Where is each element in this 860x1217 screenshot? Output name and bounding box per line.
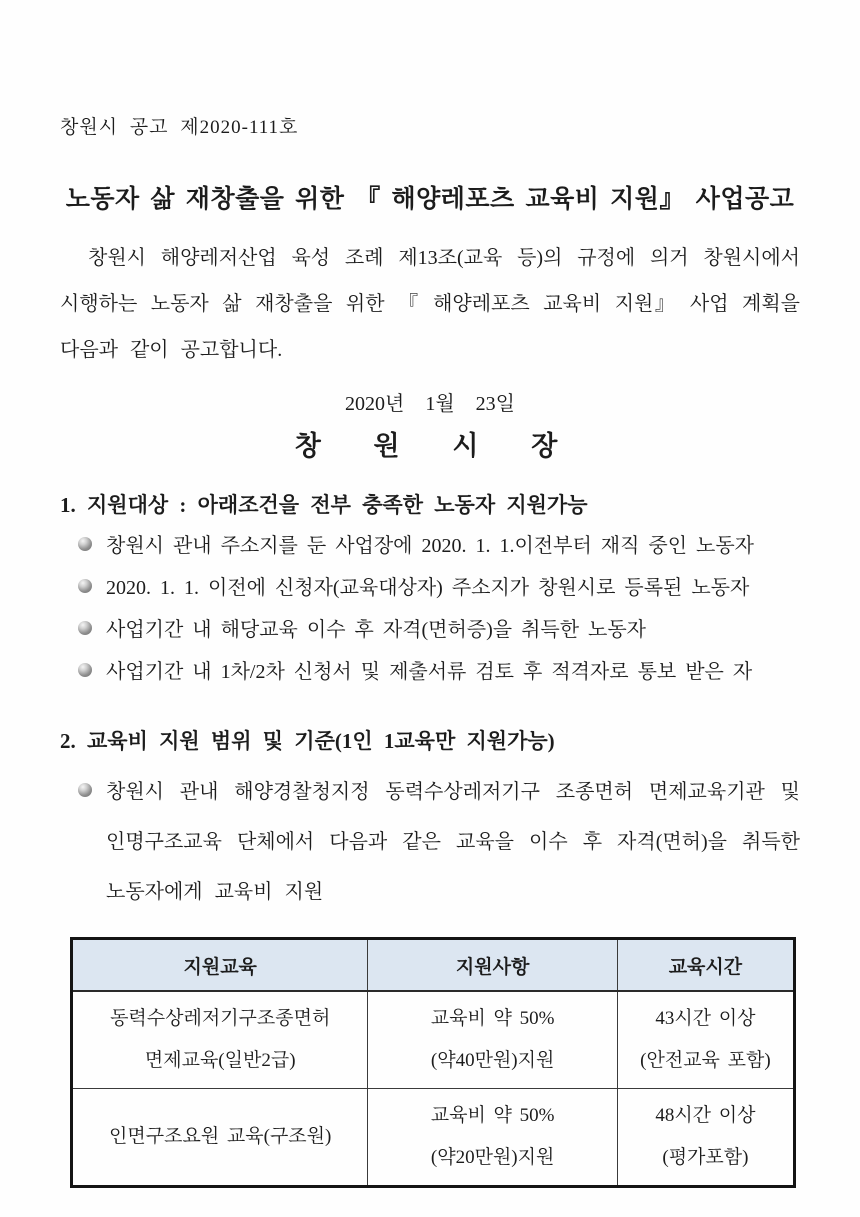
mayor-signature: 창 원 시 장 <box>294 431 566 461</box>
cell-line: 43시간 이상 <box>655 1008 756 1029</box>
cell-support <box>368 1089 617 1187</box>
cell-line: 48시간 이상 <box>655 1105 756 1126</box>
table-row <box>72 1089 795 1187</box>
sphere-bullet-icon <box>78 621 92 635</box>
table-header-row <box>72 939 795 992</box>
list-item-text: 사업기간 내 해당교육 이수 후 자격(면허증)을 취득한 노동자 <box>106 619 646 641</box>
cell-support <box>368 991 617 1089</box>
list-item-text: 2020. 1. 1. 이전에 신청자(교육대상자) 주소지가 창원시로 등록된 노동자 <box>106 577 750 599</box>
cell-line: 교육비 약 50% <box>430 1008 555 1029</box>
sphere-bullet-icon <box>78 663 92 677</box>
cell-line: 면제교육(일반2급) <box>144 1050 296 1071</box>
column-header-hours: 교육시간 <box>617 939 794 992</box>
section-heading: 2. 교육비 지원 범위 및 기준(1인 1교육만 지원가능) <box>60 729 555 753</box>
cell-line: (약20만원)지원 <box>430 1147 555 1168</box>
table-row <box>72 991 795 1089</box>
doc-number: 창원시 공고 제2020-111호 <box>60 117 299 138</box>
cell-line: 동력수상레저기구조종면허 <box>110 1008 331 1029</box>
list-item-text: 사업기간 내 1차/2차 신청서 및 제출서류 검토 후 적격자로 통보 받은 자 <box>106 661 753 683</box>
list-item <box>78 613 800 647</box>
cell-hours <box>617 991 794 1089</box>
list-item <box>78 767 800 917</box>
sphere-bullet-icon <box>78 537 92 551</box>
scope-bullet-list <box>60 767 800 917</box>
cell-line: (약40만원)지원 <box>430 1050 555 1071</box>
cell-education <box>72 1089 368 1187</box>
list-item-text: 창원시 관내 해양경찰청지정 동력수상레저기구 조종면허 면제교육기관 및 인명구조교육 단체에서 다음과 같은 교육을 이수 후 자격(면허)을 취득한 노동자에게 교육비 지원 <box>106 781 800 903</box>
cell-education <box>72 991 368 1089</box>
column-header-education: 지원교육 <box>72 939 368 992</box>
doc-date: 2020년 1월 23일 <box>345 393 515 415</box>
cell-line: 인면구조요원 교육(구조원) <box>109 1126 332 1147</box>
section-heading: 1. 지원대상 : 아래조건을 전부 충족한 노동자 지원가능 <box>60 493 588 517</box>
column-header-support: 지원사항 <box>368 939 617 992</box>
education-support-table <box>70 937 796 1188</box>
list-item <box>78 571 800 605</box>
cell-line: (안전교육 포함) <box>640 1050 771 1071</box>
section-support-scope <box>60 725 800 1188</box>
eligibility-bullet-list <box>60 529 800 689</box>
cell-line: 교육비 약 50% <box>430 1105 555 1126</box>
sphere-bullet-icon <box>78 579 92 593</box>
page-title: 노동자 삶 재창출을 위한 『 해양레포츠 교육비 지원』 사업공고 <box>65 186 795 213</box>
section-eligibility <box>60 489 800 689</box>
sphere-bullet-icon <box>78 783 92 797</box>
list-item <box>78 655 800 689</box>
cell-hours <box>617 1089 794 1187</box>
cell-line: (평가포함) <box>662 1147 749 1168</box>
list-item-text: 창원시 관내 주소지를 둔 사업장에 2020. 1. 1.이전부터 재직 중인 노동자 <box>106 535 754 557</box>
list-item <box>78 529 800 563</box>
intro-paragraph: 창원시 해양레저산업 육성 조례 제13조(교육 등)의 규정에 의거 창원시에서 시행하는 노동자 삶 재창출을 위한 『 해양레포츠 교육비 지원』 사업 계획을 다음과 같이 공고합니다. <box>60 247 800 361</box>
